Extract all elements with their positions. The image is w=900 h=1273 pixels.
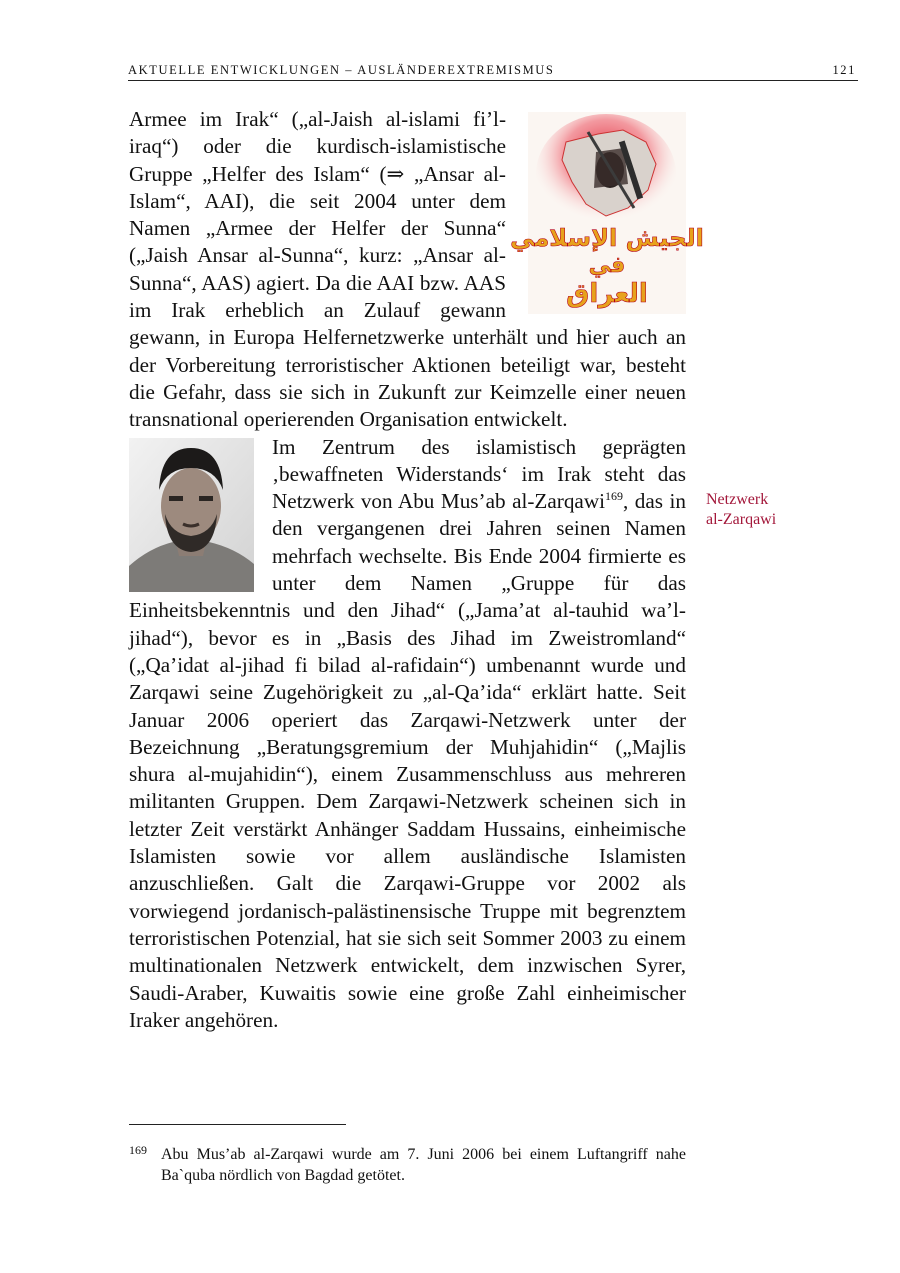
emblem-text-line1: الجيش الإسلامي bbox=[510, 224, 704, 252]
footnote-divider bbox=[129, 1124, 346, 1125]
page-number: 121 bbox=[832, 63, 856, 77]
emblem-text-line3: العراق bbox=[566, 279, 648, 309]
emblem-graphic bbox=[510, 112, 704, 314]
footnote-reference[interactable]: 169 bbox=[605, 489, 624, 504]
margin-note-line-2: al-Zarqawi bbox=[706, 511, 777, 528]
paragraph-1 bbox=[129, 106, 704, 434]
portrait-graphic bbox=[129, 438, 254, 592]
margin-note bbox=[706, 490, 816, 530]
running-header bbox=[128, 62, 858, 81]
portrait-photo bbox=[129, 438, 254, 592]
paragraph-2-text-start: Im Zentrum des islamistisch geprägten ‚bewaffneten Widerstands‘ im Irak steht das Netzwerk von Abu Mus’ab al-Zarqawi bbox=[272, 434, 686, 514]
paragraph-2 bbox=[129, 434, 686, 1035]
emblem-image bbox=[510, 112, 704, 314]
footnote-number: 169 bbox=[129, 1143, 147, 1157]
footnote-text: Abu Mus’ab al-Zarqawi wurde am 7. Juni 2006 bei einem Luftangriff nahe Ba`quba nördlich von Bagdad getötet. bbox=[161, 1146, 686, 1184]
paragraph-1-text: Armee im Irak“ („al-Jaish al-islami fi’l-iraq“) oder die kurdisch-islamistische Gruppe „Helfer des Islam“ (⇒ „Ansar al-Islam“, AAI), die seit 2004 unter dem Namen „Armee der Helfer der Sunna“ („Jaish Ansar al-Sunna“, kurz: „Ansar al-Sunna“, AAS) agiert. Da die AAI bzw. AAS im Irak erheblich an Zulauf gewann gewann, in Europa Helfernetzwerke unterhält und hier auch an der Vorbereitung terroristischer Aktionen beteiligt war, besteht die Gefahr, dass sie sich in Zukunft zur Keimzelle einer neuen transnational operierenden Organisation entwickelt. bbox=[129, 107, 686, 432]
margin-note-line-1: Netzwerk bbox=[706, 491, 769, 508]
footnote bbox=[129, 1144, 686, 1186]
running-title: AKTUELLE ENTWICKLUNGEN – AUSLÄNDEREXTREMISMUS bbox=[128, 63, 555, 77]
main-text bbox=[129, 106, 704, 1034]
emblem-text-line2: في bbox=[588, 253, 626, 278]
paragraph-2-text-rest: , das in den vergangenen drei Jahren seinen Namen mehrfach wechselte. Bis Ende 2004 firmierte es unter dem Namen „Gruppe für das Einheitsbekenntnis und den Jihad“ („Jama’at al-tauhid wa’l-jihad“), bevor es in „Basis des Jihad im Zweistromland“ („Qa’idat al-jihad fi bilad al-rafidain“) umbenannt wurde und Zarqawi seine Zugehörigkeit zu „al-Qa’ida“ erklärt hatte. Seit Januar 2006 operiert das Zarqawi-Netzwerk unter der Bezeichnung „Beratungsgremium der Muhjahidin“ („Majlis shura al-mujahidin“), einem Zusammenschluss aus mehreren militanten Gruppen. Dem Zarqawi-Netzwerk scheinen sich in letzter Zeit verstärkt Anhänger Saddam Hussains, einheimische Islamisten sowie vor allem ausländische Islamisten anzuschließen. Galt die Zarqawi-Gruppe vor 2002 als vorwiegend jordanisch-palästinensische Truppe mit begrenztem terroristischen Potenzial, hat sie sich seit Sommer 2003 zu einem multinationalen Netzwerk entwickelt, dem inzwischen Syrer, Saudi-Araber, Kuwaitis sowie eine große Zahl einheimischer Iraker angehören. bbox=[129, 489, 686, 1032]
